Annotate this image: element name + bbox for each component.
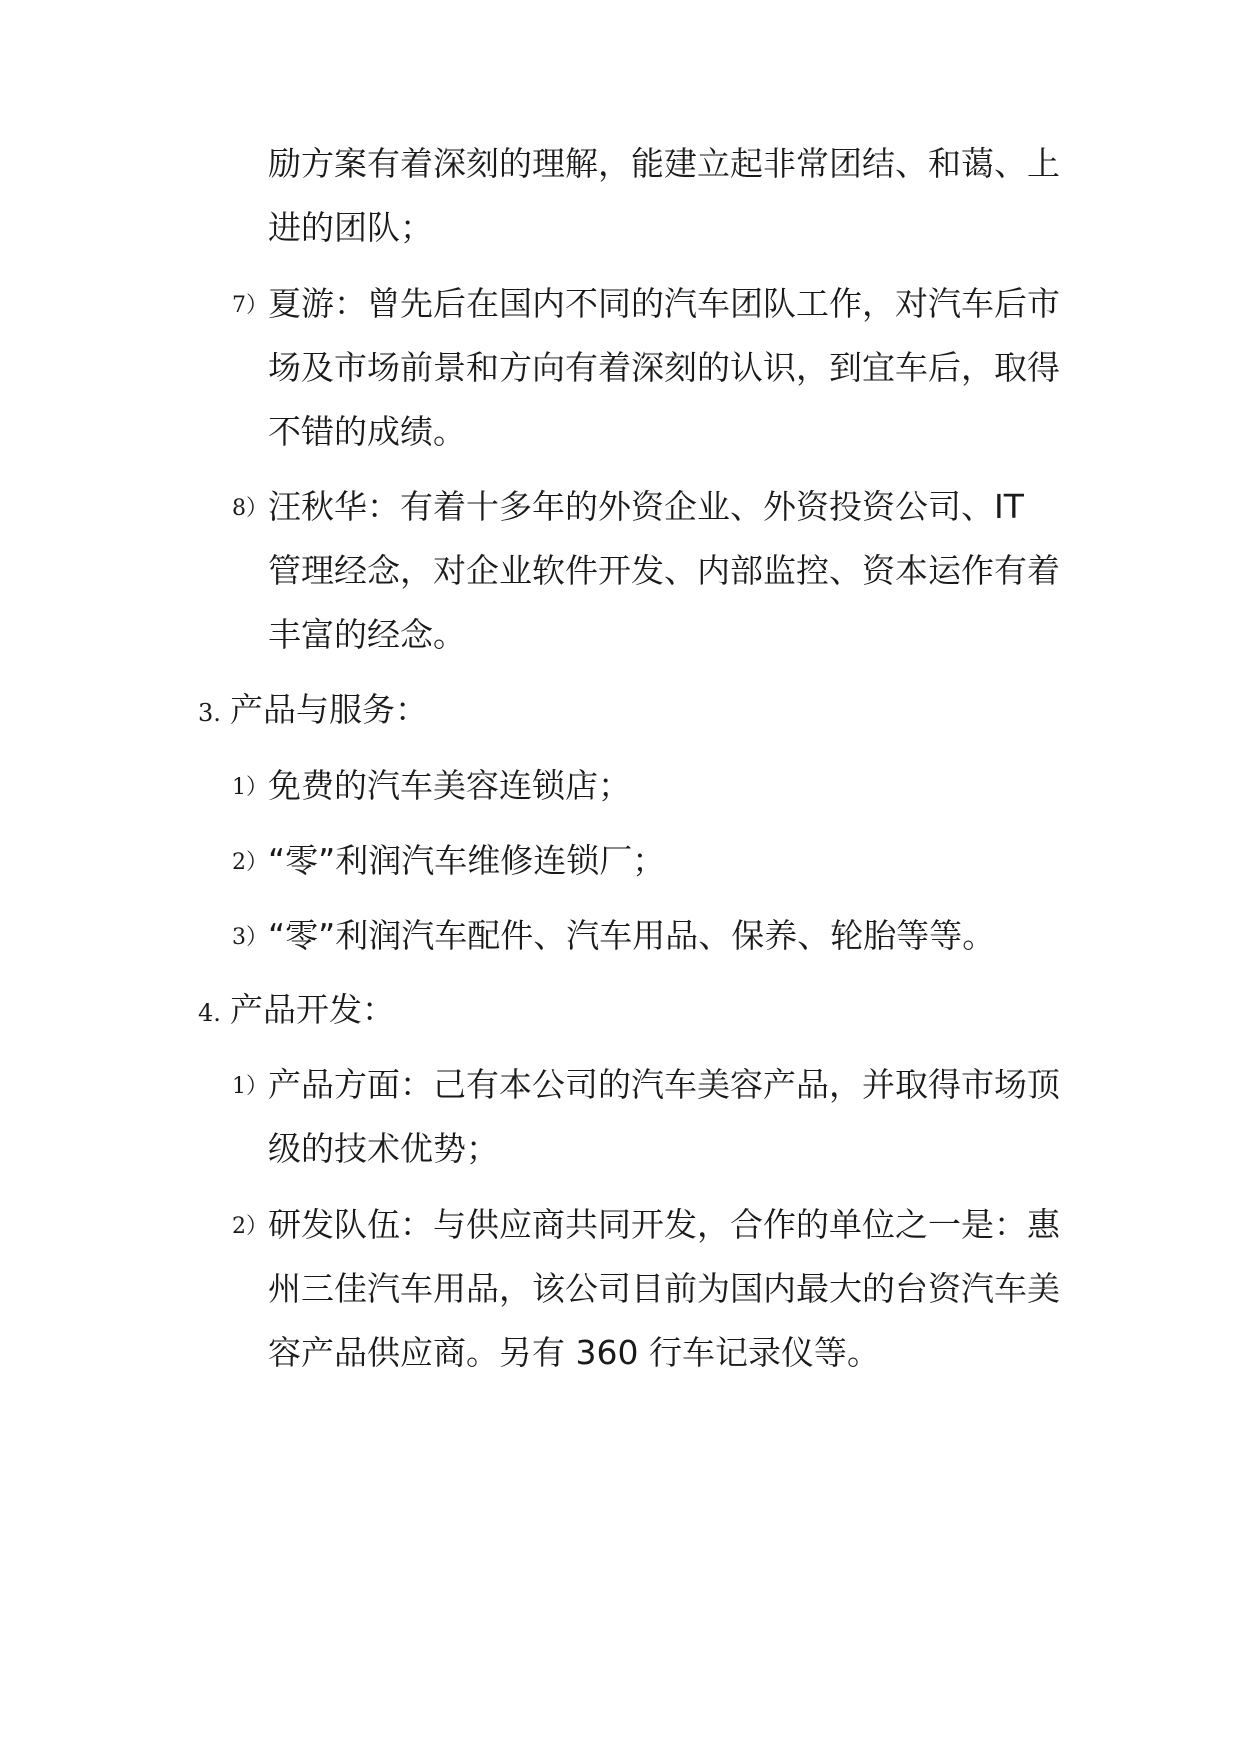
- development-item-1-number: 1）: [232, 1074, 268, 1099]
- team-item-7-line-1: 夏游：曾先后在国内不同的汽车团队工作，对汽车后市: [268, 284, 1060, 323]
- team-item-8-number: 8）: [232, 496, 268, 521]
- section-4-number: 4.: [198, 999, 221, 1027]
- products-item-2-text: “零”利润汽车维修连锁厂；: [268, 841, 666, 880]
- development-item-2-line-2: 州三佳汽车用品，该公司目前为国内最大的台资汽车美: [268, 1269, 1060, 1308]
- team-item-7-number: 7）: [232, 293, 268, 318]
- products-item-3-text: “零”利润汽车配件、汽车用品、保养、轮胎等等。: [268, 916, 996, 955]
- development-item-2-line-1: 研发队伍：与供应商共同开发，合作的单位之一是：惠: [268, 1205, 1060, 1244]
- section-4-heading: 产品开发：: [230, 990, 395, 1029]
- development-item-2-number: 2）: [232, 1214, 268, 1239]
- team-item-8-line-3: 丰富的经念。: [268, 615, 466, 654]
- team-item-7-line-2: 场及市场前景和方向有着深刻的认识，到宜车后，取得: [268, 348, 1060, 387]
- products-item-2-number: 2）: [232, 850, 268, 875]
- intro-line-1: 励方案有着深刻的理解，能建立起非常团结、和蔼、上: [268, 144, 1060, 183]
- intro-line-2: 进的团队；: [268, 208, 433, 247]
- development-item-1-line-2: 级的技术优势；: [268, 1129, 499, 1168]
- team-item-8-line-1: 汪秋华：有着十多年的外资企业、外资投资公司、IT: [268, 487, 1024, 526]
- team-item-7-line-3: 不错的成绩。: [268, 412, 466, 451]
- development-item-1-line-1: 产品方面：己有本公司的汽车美容产品，并取得市场顶: [268, 1065, 1060, 1104]
- team-item-8-line-2: 管理经念，对企业软件开发、内部监控、资本运作有着: [268, 551, 1060, 590]
- products-item-1-text: 免费的汽车美容连锁店；: [268, 766, 631, 805]
- products-item-3-number: 3）: [232, 925, 268, 950]
- section-3-heading: 产品与服务：: [230, 690, 428, 729]
- products-item-1-number: 1）: [232, 775, 268, 800]
- development-item-2-line-3: 容产品供应商。另有 360 行车记录仪等。: [268, 1333, 880, 1372]
- section-3-number: 3.: [198, 699, 221, 727]
